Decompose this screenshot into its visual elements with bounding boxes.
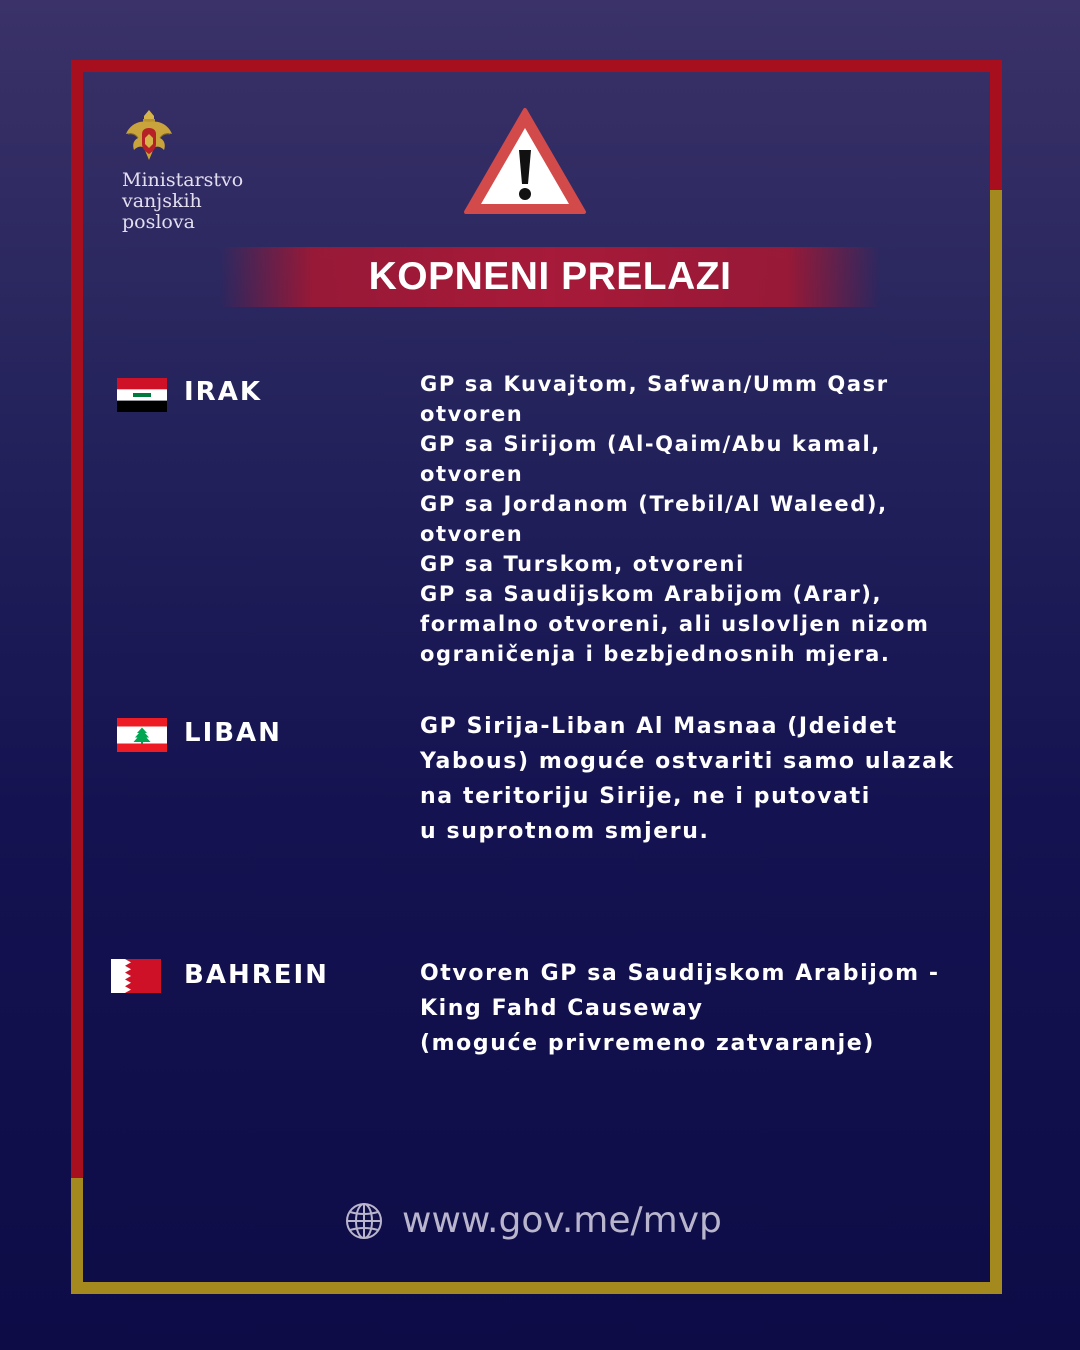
warning-triangle-icon <box>462 106 588 216</box>
detail-line: otvoren <box>420 462 524 486</box>
country-name-bahrein: BAHREIN <box>184 960 329 990</box>
detail-line: u suprotnom smjeru. <box>420 819 710 844</box>
frame-left-gold <box>71 1178 83 1294</box>
detail-line: GP sa Jordanom (Trebil/Al Waleed), <box>420 492 888 516</box>
detail-line: GP sa Kuvajtom, Safwan/Umm Qasr <box>420 372 889 396</box>
country-details-irak <box>420 369 930 669</box>
detail-line: GP sa Turskom, otvoreni <box>420 552 745 576</box>
title-banner <box>220 247 880 307</box>
ministry-name <box>122 170 262 233</box>
country-name-irak: IRAK <box>184 377 262 407</box>
coat-of-arms-icon <box>124 108 174 164</box>
website-url[interactable]: www.gov.me/mvp <box>402 1200 722 1241</box>
detail-line: Otvoren GP sa Saudijskom Arabijom - <box>420 961 940 986</box>
detail-line: GP Sirija-Liban Al Masnaa (Jdeidet <box>420 714 898 739</box>
frame-left-red <box>71 60 83 1178</box>
frame-bottom <box>71 1282 1002 1294</box>
detail-line: GP sa Saudijskom Arabijom (Arar), <box>420 582 883 606</box>
frame-right-gold <box>990 190 1002 1294</box>
footer-link[interactable] <box>344 1200 722 1241</box>
detail-line: King Fahd Causeway <box>420 996 704 1021</box>
ministry-line: vanjskih <box>122 190 202 212</box>
detail-line: formalno otvoreni, ali uslovljen nizom <box>420 612 930 636</box>
country-details-bahrein <box>420 956 940 1061</box>
detail-line: na teritoriju Sirije, ne i putovati <box>420 784 871 809</box>
detail-line: Yabous) moguće ostvariti samo ulazak <box>420 749 955 774</box>
detail-line: GP sa Sirijom (Al-Qaim/Abu kamal, <box>420 432 881 456</box>
frame-right-red <box>990 60 1002 190</box>
ministry-line: Ministarstvo <box>122 169 244 191</box>
country-name-liban: LIBAN <box>184 718 282 748</box>
lebanon-flag-icon <box>117 718 167 752</box>
iraq-flag-icon <box>117 378 167 412</box>
bahrain-flag-icon <box>111 959 161 993</box>
globe-icon <box>344 1201 384 1241</box>
ministry-logo <box>122 108 262 233</box>
detail-line: (moguće privremeno zatvaranje) <box>420 1031 875 1056</box>
country-details-liban <box>420 709 955 849</box>
detail-line: otvoren <box>420 402 524 426</box>
page-title: KOPNENI PRELAZI <box>368 255 732 298</box>
ministry-line: poslova <box>122 211 195 233</box>
detail-line: otvoren <box>420 522 524 546</box>
frame-top <box>71 60 1002 72</box>
detail-line: ograničenja i bezbjednosnih mjera. <box>420 642 891 666</box>
